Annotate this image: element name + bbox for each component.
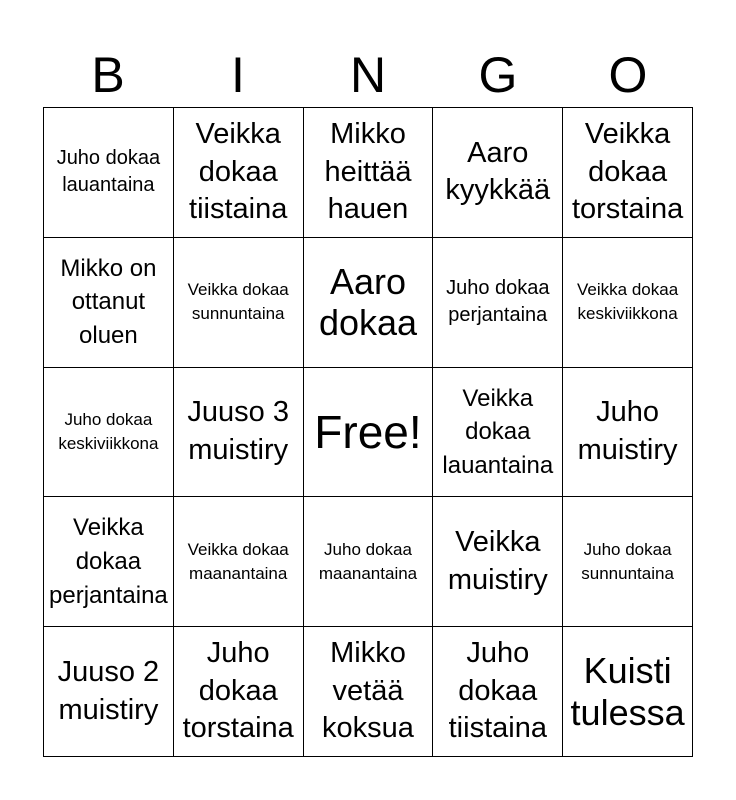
bingo-cell[interactable]: [174, 497, 304, 627]
cell-text: Juho dokaa lauantaina: [56, 147, 161, 197]
cell-text: Veikka dokaa sunnuntaina: [187, 280, 289, 324]
cell-text: Aaro dokaa: [318, 260, 418, 344]
bingo-cell[interactable]: [44, 368, 174, 498]
bingo-cell[interactable]: [433, 627, 563, 757]
cell-text: Juho dokaa sunnuntaina: [581, 539, 674, 583]
bingo-cell[interactable]: [304, 497, 434, 627]
cell-text: Mikko on ottanut oluen: [60, 254, 157, 349]
cell-text: Free!: [314, 405, 422, 458]
bingo-cell[interactable]: [563, 108, 693, 238]
bingo-cell[interactable]: [304, 238, 434, 368]
free-space-cell[interactable]: [304, 368, 434, 498]
bingo-cell[interactable]: [44, 497, 174, 627]
cell-text: Juuso 2 muistiry: [57, 655, 160, 726]
header-letter-n: N: [349, 47, 387, 103]
cell-text: Mikko heittää hauen: [324, 117, 412, 226]
header-letter-g: G: [478, 47, 518, 103]
cell-text: Mikko vetää koksua: [322, 637, 414, 745]
bingo-cell[interactable]: [44, 108, 174, 238]
cell-text: Aaro kyykkää: [445, 136, 551, 207]
bingo-cell[interactable]: [174, 238, 304, 368]
bingo-cell[interactable]: [174, 108, 304, 238]
bingo-header: [43, 44, 693, 106]
cell-text: Juho dokaa maanantaina: [318, 539, 418, 583]
cell-text: Veikka dokaa maanantaina: [187, 539, 289, 583]
cell-text: Veikka dokaa keskiviikkona: [577, 280, 679, 324]
cell-text: Juho dokaa torstaina: [182, 637, 294, 745]
cell-text: Juho dokaa tiistaina: [448, 637, 547, 745]
bingo-board: [43, 107, 693, 757]
cell-text: Juuso 3 muistiry: [187, 396, 289, 466]
bingo-cell[interactable]: [563, 368, 693, 498]
bingo-cell[interactable]: [174, 368, 304, 498]
bingo-cell[interactable]: [304, 627, 434, 757]
bingo-cell[interactable]: [433, 368, 563, 498]
bingo-cell[interactable]: [433, 497, 563, 627]
cell-text: Veikka dokaa lauantaina: [442, 384, 554, 479]
bingo-cell[interactable]: [563, 238, 693, 368]
bingo-cell[interactable]: [44, 627, 174, 757]
bingo-cell[interactable]: [433, 238, 563, 368]
cell-text: Veikka dokaa perjantaina: [49, 514, 168, 609]
cell-text: Juho muistiry: [577, 396, 678, 466]
cell-text: Juho dokaa perjantaina: [446, 277, 550, 327]
bingo-cell[interactable]: [433, 108, 563, 238]
cell-text: Veikka muistiry: [447, 526, 548, 596]
bingo-cell[interactable]: [563, 497, 693, 627]
header-letter-b: B: [91, 47, 125, 103]
header-letter-i: I: [231, 47, 245, 103]
cell-text: Juho dokaa keskiviikkona: [58, 410, 159, 453]
bingo-cell[interactable]: [304, 108, 434, 238]
bingo-cell[interactable]: [563, 627, 693, 757]
cell-text: Veikka dokaa torstaina: [571, 117, 684, 226]
cell-text: Veikka dokaa tiistaina: [189, 117, 288, 226]
bingo-cell[interactable]: [174, 627, 304, 757]
header-letter-o: O: [608, 47, 648, 103]
bingo-cell[interactable]: [44, 238, 174, 368]
cell-text: Kuisti tulessa: [570, 650, 685, 733]
